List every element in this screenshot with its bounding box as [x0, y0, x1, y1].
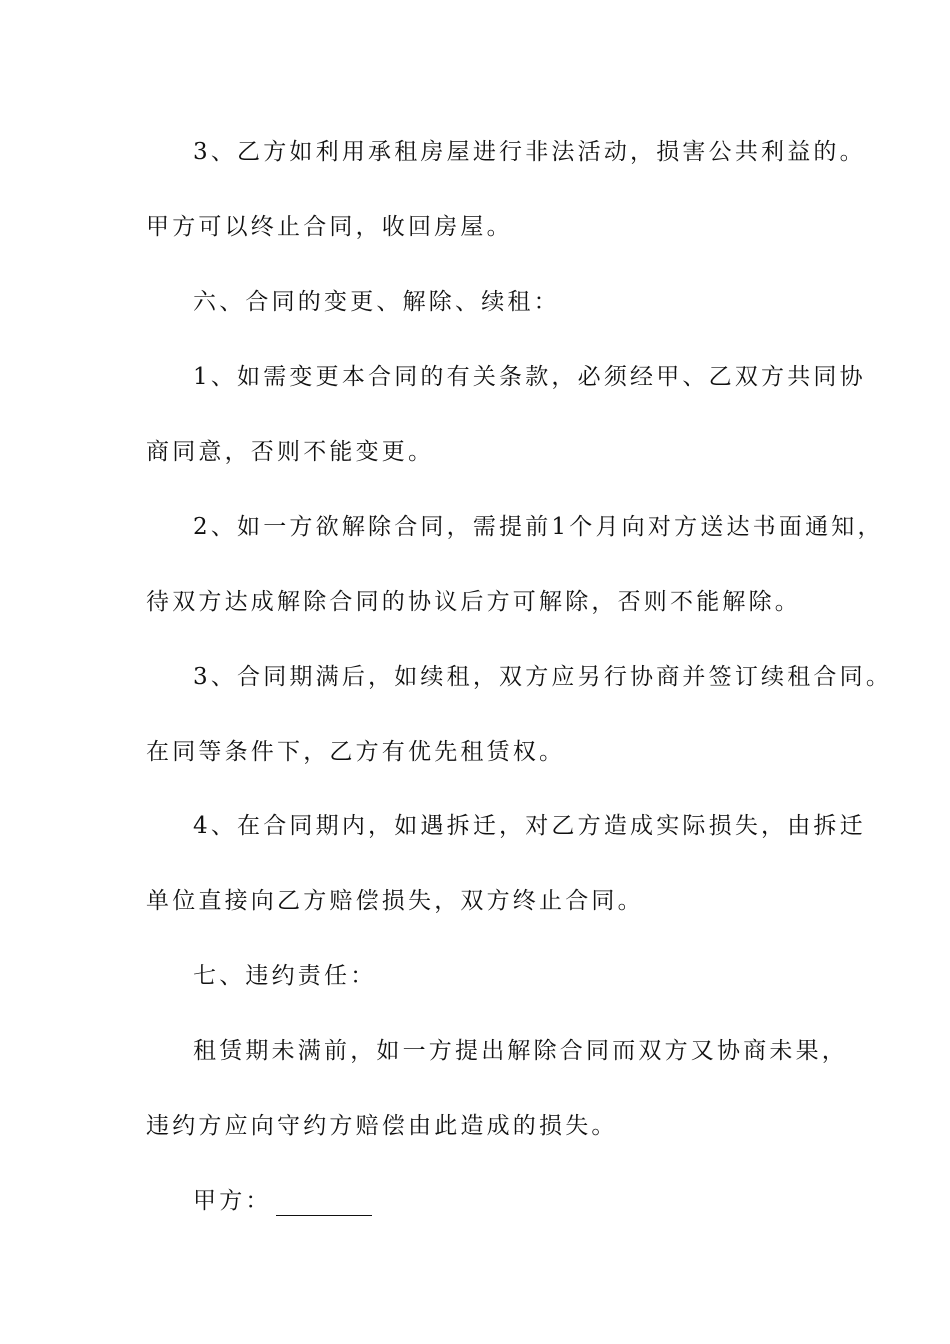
signature-party-a	[193, 1186, 372, 1216]
signature-blank	[276, 1193, 372, 1216]
paragraph-line: 2、如一方欲解除合同，需提前1个月向对方送达书面通知，	[193, 514, 884, 540]
paragraph-line: 租赁期未满前，如一方提出解除合同而双方又协商未果，	[193, 1038, 848, 1064]
paragraph-line: 单位直接向乙方赔偿损失，双方终止合同。	[146, 888, 644, 914]
paragraph-line: 1、如需变更本合同的有关条款，必须经甲、乙双方共同协	[193, 364, 866, 390]
paragraph-line: 3、乙方如利用承租房屋进行非法活动，损害公共利益的。	[193, 139, 866, 165]
section-heading: 七、违约责任：	[193, 963, 377, 989]
paragraph-line: 4、在合同期内，如遇拆迁，对乙方造成实际损失，由拆迁	[193, 813, 866, 839]
signature-label: 甲方：	[193, 1188, 272, 1214]
paragraph-line: 甲方可以终止合同，收回房屋。	[146, 214, 513, 240]
paragraph-line: 3、合同期满后，如续租，双方应另行协商并签订续租合同。	[193, 664, 893, 690]
paragraph-line: 待双方达成解除合同的协议后方可解除，否则不能解除。	[146, 589, 801, 615]
paragraph-line: 在同等条件下，乙方有优先租赁权。	[146, 739, 566, 765]
paragraph-line: 违约方应向守约方赔偿由此造成的损失。	[146, 1113, 618, 1139]
section-heading: 六、合同的变更、解除、续租：	[193, 289, 560, 315]
paragraph-line: 商同意，否则不能变更。	[146, 439, 435, 465]
